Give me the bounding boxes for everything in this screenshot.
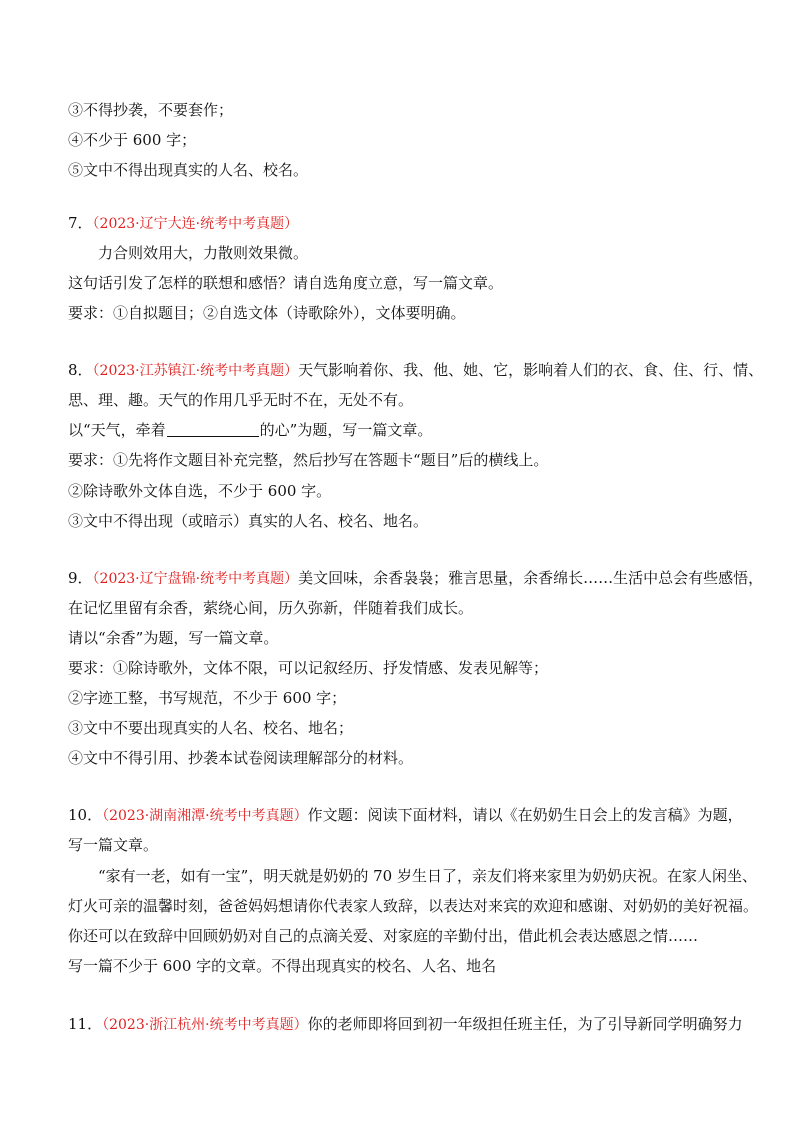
question-11-header bbox=[68, 1014, 743, 1035]
question-source: （2023·辽宁大连·统考中考真题） bbox=[92, 216, 299, 232]
question-10-material-3: 你还可以在致辞中回顾奶奶对自己的点滴关爱、对家庭的辛勤付出，借此机会表达感恩之情…… bbox=[68, 927, 699, 945]
question-8-text-2: 思、理、趣。天气的作用几乎无时不在，无处不有。 bbox=[68, 391, 414, 409]
question-number: 8． bbox=[68, 361, 93, 379]
question-9-prompt: 请以“余香”为题，写一篇文章。 bbox=[68, 629, 279, 647]
req-line-4: ④不少于 600 字； bbox=[68, 131, 197, 149]
req-line-3: ③不得抄袭，不要套作； bbox=[68, 101, 234, 119]
question-9-req-2: ②字迹工整，书写规范，不少于 600 字； bbox=[68, 689, 347, 707]
question-number: 7． bbox=[68, 214, 93, 232]
question-8-title-prompt: 以“天气，牵着 的心”为题，写一篇文章。 bbox=[68, 421, 433, 439]
question-number: 10． bbox=[68, 806, 103, 824]
question-number: 11． bbox=[68, 1015, 103, 1033]
question-8-header bbox=[68, 360, 763, 381]
question-number: 9． bbox=[68, 569, 93, 587]
question-source: （2023·辽宁盘锦·统考中考真题） bbox=[92, 571, 299, 587]
req-line-5: ⑤文中不得出现真实的人名、校名。 bbox=[68, 161, 309, 179]
question-7-header bbox=[68, 213, 298, 234]
question-8-req-2: ②除诗歌外文体自选，不少于 600 字。 bbox=[68, 482, 332, 500]
question-9-header bbox=[68, 568, 763, 589]
question-10-header bbox=[68, 805, 743, 826]
question-8-req-1: 要求：①先将作文题目补充完整，然后抄写在答题卡“题目”后的横线上。 bbox=[68, 451, 549, 469]
question-7-requirements: 要求：①自拟题目；②自选文体（诗歌除外），文体要明确。 bbox=[68, 304, 466, 322]
question-text: 天气影响着你、我、他、她、它，影响着人们的衣、食、住、行、情、 bbox=[298, 361, 764, 379]
question-10-requirement: 写一篇不少于 600 字的文章。不得出现真实的校名、人名、地名 bbox=[68, 957, 497, 975]
question-10-material-2: 灯火可亲的温馨时刻，爸爸妈妈想请你代表家人致辞，以表达对来宾的欢迎和感谢、对奶奶的美好祝福。 bbox=[68, 897, 759, 915]
question-7-quote: 力合则效用大，力散则效果微。 bbox=[98, 244, 309, 262]
question-source: （2023·湖南湘潭·统考中考真题） bbox=[102, 808, 308, 824]
question-source: （2023·江苏镇江·统考中考真题） bbox=[92, 363, 299, 379]
question-text: 你的老师即将回到初一年级担任班主任，为了引导新同学明确努力 bbox=[307, 1015, 743, 1033]
question-9-text-2: 在记忆里留有余香，萦绕心间，历久弥新，伴随着我们成长。 bbox=[68, 599, 474, 617]
question-source: （2023·浙江杭州·统考中考真题） bbox=[102, 1017, 308, 1033]
question-text: 作文题：阅读下面材料，请以《在奶奶生日会上的发言稿》为题， bbox=[307, 806, 743, 824]
question-text: 美文回味，余香袅袅；雅言思量，余香绵长……生活中总会有些感悟， bbox=[298, 569, 764, 587]
fill-in-blank[interactable] bbox=[167, 422, 259, 437]
question-9-req-1: 要求：①除诗歌外，文体不限，可以记叙经历、抒发情感、发表见解等； bbox=[68, 659, 549, 677]
question-10-text-2: 写一篇文章。 bbox=[68, 836, 159, 854]
question-10-material-1: “家有一老，如有一宝”，明天就是奶奶的 70 岁生日了，亲友们将来家里为奶奶庆祝。在家人闲坐、 bbox=[98, 867, 757, 885]
question-9-req-3: ③文中不要出现真实的人名、校名、地名； bbox=[68, 719, 354, 737]
question-7-prompt: 这句话引发了怎样的联想和感悟？请自选角度立意，写一篇文章。 bbox=[68, 274, 504, 292]
question-8-req-3: ③文中不得出现（或暗示）真实的人名、校名、地名。 bbox=[68, 512, 429, 530]
question-9-req-4: ④文中不得引用、抄袭本试卷阅读理解部分的材料。 bbox=[68, 749, 414, 767]
